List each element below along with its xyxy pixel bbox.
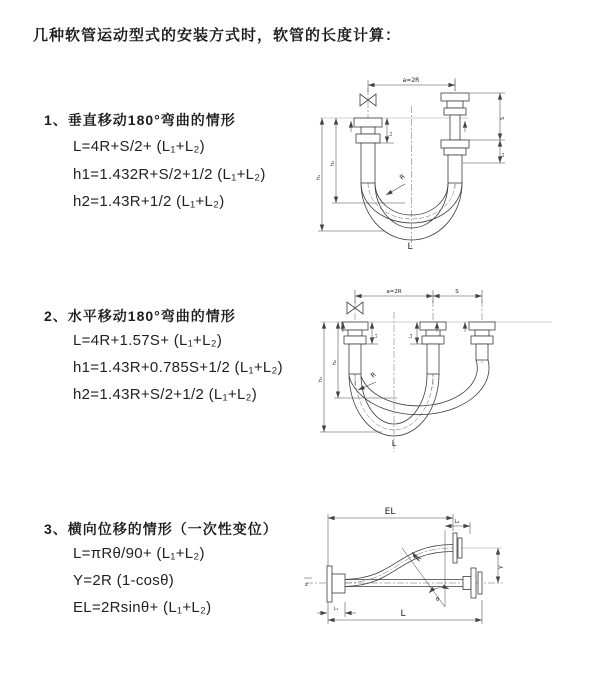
diagram-vertical-180-bend [310, 68, 550, 258]
section-3-formula-EL: EL=2Rsinθ+ (L₁+L₂) [73, 599, 212, 616]
section-3-heading: 3、横向位移的情形（一次性变位） [44, 521, 278, 537]
section-2-formula-L: L=4R+1.57S+ (L₁+L₂) [73, 332, 223, 349]
dim-l1-label: L₁ [333, 607, 339, 612]
dim-l-label: L [391, 439, 397, 448]
dim-l1-label: L₁ [374, 333, 379, 338]
dim-r-label: R [397, 172, 407, 182]
dim-h2-label: h₂ [330, 160, 336, 166]
section-1-formula-h2: h2=1.43R+1/2 (L₁+L₂) [73, 193, 225, 210]
dim-l1-label: L₁ [389, 131, 394, 136]
dim-h1-label: h₁ [316, 174, 322, 180]
s-curve-hose [345, 545, 453, 587]
dim-h1-label: h₁ [318, 376, 324, 382]
dimensions [316, 77, 506, 252]
page-title: 几种软管运动型式的安装方式时，软管的长度计算： [33, 27, 402, 44]
section-1-formula-h1: h1=1.432R+S/2+1/2 (L₁+L₂) [73, 166, 266, 183]
dim-el-label: EL [384, 507, 396, 517]
section-1-heading: 1、垂直移动180°弯曲的情形 [44, 112, 236, 128]
dim-theta-label: θ [436, 597, 440, 603]
section-3-formula-Y: Y=2R (1-cosθ) [73, 572, 175, 589]
dim-l2-label: L₂ [501, 152, 506, 157]
dim-l-label: L [400, 609, 406, 619]
dim-h2-label: h₂ [332, 359, 338, 365]
section-2-formula-h1: h1=1.43R+0.785S+1/2 (L₁+L₂) [73, 359, 283, 376]
dim-s-label: S [455, 289, 459, 295]
right-flange [463, 568, 482, 598]
left-end-fitting [342, 322, 368, 374]
dim-l2-label: L₂ [409, 333, 414, 338]
section-2-formula-h2: h2=1.43R+S/2+1/2 (L₁+L₂) [73, 386, 258, 403]
datum-z-label: z [305, 582, 308, 588]
left-flange [327, 566, 345, 602]
dim-l-label: L [407, 242, 413, 252]
right-pipe-fitting [441, 93, 469, 183]
dim-l2-label: L₂ [454, 519, 460, 525]
section-2-heading: 2、水平移动180°弯曲的情形 [44, 308, 236, 324]
dimensions [318, 289, 482, 448]
angle-construction [402, 530, 449, 607]
dim-a2r-label: a=2R [402, 77, 420, 84]
dim-a2r-label: a=2R [386, 289, 402, 295]
middle-end-fitting [420, 322, 446, 374]
section-1-formula-L: L=4R+S/2+ (L₁+L₂) [73, 138, 205, 155]
dim-r-label: R [368, 370, 378, 380]
dim-s-label: S [500, 116, 506, 120]
dim-r-label: R [414, 554, 424, 564]
diagram-horizontal-180-bend [312, 280, 562, 465]
section-3-formula-L: L=πRθ/90+ (L₁+L₂) [73, 545, 205, 562]
diagram-lateral-displacement [298, 502, 593, 657]
right-end-fitting [469, 322, 495, 360]
left-end-fitting [354, 118, 382, 183]
dim-y-label: Y [498, 565, 505, 569]
dimensions [317, 507, 505, 624]
